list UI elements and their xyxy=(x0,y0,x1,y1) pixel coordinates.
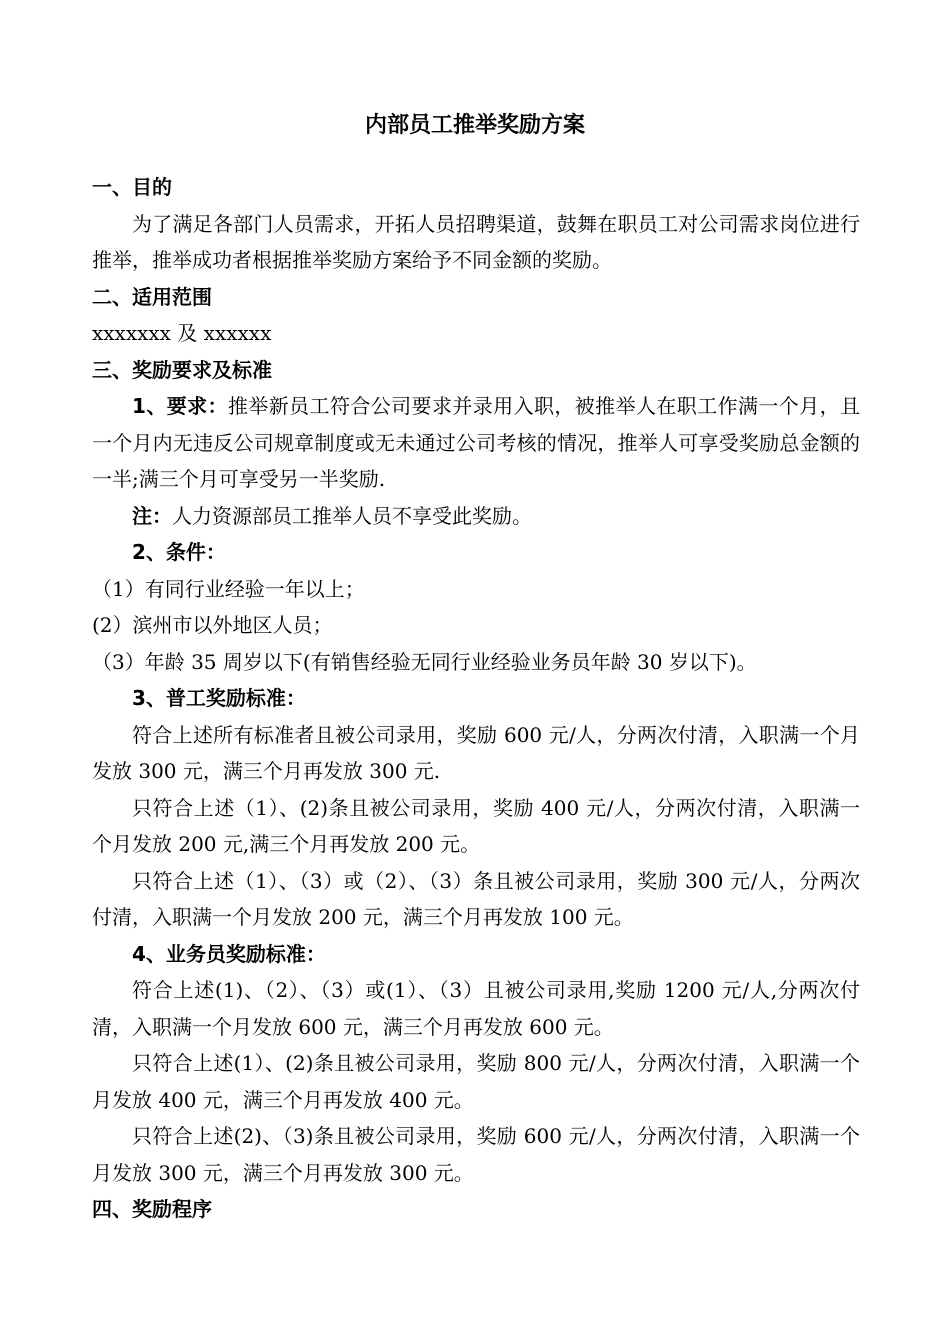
worker-standard-heading xyxy=(92,680,860,717)
section-heading-procedure: 四、奖励程序 xyxy=(92,1197,212,1221)
section-heading-purpose: 一、目的 xyxy=(92,175,172,199)
document-body xyxy=(92,169,860,1228)
note-paragraph xyxy=(92,498,860,535)
document-title: 内部员工推举奖励方案 xyxy=(364,113,585,138)
sales-standard-paragraph-1: 符合上述(1)、（2）、（3）或(1）、（3）且被公司录用,奖励 1200 元/人,分两次付清，入职满一个月发放 600 元，满三个月再发放 600 元。 xyxy=(92,978,860,1039)
conditions-heading xyxy=(92,534,860,571)
requirement-text: 推举新员工符合公司要求并录用入职，被推举人在职工作满一个月，且一个月内无违反公司规章制度或无未通过公司考核的情况，推举人可享受奖励总金额的一半;满三个月可享受另一半奖励. xyxy=(92,394,861,491)
worker-standard-paragraph-1: 符合上述所有标准者且被公司录用，奖励 600 元/人，分两次付清，入职满一个月发放 300 元，满三个月再发放 300 元. xyxy=(92,722,860,783)
sales-standard-heading xyxy=(92,936,860,973)
purpose-paragraph: 为了满足各部门人员需求，开拓人员招聘渠道，鼓舞在职员工对公司需求岗位进行推举，推举成功者根据推举奖励方案给予不同金额的奖励。 xyxy=(92,211,860,272)
section-heading-standards: 三、奖励要求及标准 xyxy=(92,357,272,382)
section-heading-scope: 二、适用范围 xyxy=(92,284,212,309)
condition-item-2: (2）滨州市以外地区人员； xyxy=(92,613,333,637)
worker-standard-paragraph-2: 只符合上述（1）、(2)条且被公司录用，奖励 400 元/人，分两次付清，入职满一个月发放 200 元,满三个月再发放 200 元。 xyxy=(92,795,860,856)
note-text: 人力资源部员工推举人员不享受此奖励。 xyxy=(172,503,532,528)
sales-standard-paragraph-2: 只符合上述(1）、(2)条且被公司录用，奖励 800 元/人，分两次付清，入职满一个月发放 400 元，满三个月再发放 400 元。 xyxy=(92,1051,860,1112)
scope-paragraph: xxxxxxx 及 xxxxxx xyxy=(92,321,272,345)
condition-item-3: （3）年龄 35 周岁以下(有销售经验无同行业经验业务员年龄 30 岁以下)。 xyxy=(92,649,757,674)
condition-item-1: （1）有同行业经验一年以上； xyxy=(92,576,365,601)
worker-standard-label: 3、普工奖励标准： xyxy=(132,686,306,710)
sales-standard-paragraph-3: 只符合上述(2)、（3)条且被公司录用，奖励 600 元/人，分两次付清，入职满一个月发放 300 元，满三个月再发放 300 元。 xyxy=(92,1124,860,1185)
conditions-label: 2、条件： xyxy=(132,540,226,564)
worker-standard-paragraph-3: 只符合上述（1）、（3）或（2）、（3）条且被公司录用，奖励 300 元/人，分两次付清，入职满一个月发放 200 元，满三个月再发放 100 元。 xyxy=(92,868,860,929)
requirement-paragraph xyxy=(92,388,860,498)
sales-standard-label: 4、业务员奖励标准： xyxy=(132,941,326,966)
requirement-label: 1、要求： xyxy=(132,394,228,418)
note-label: 注： xyxy=(132,503,172,528)
